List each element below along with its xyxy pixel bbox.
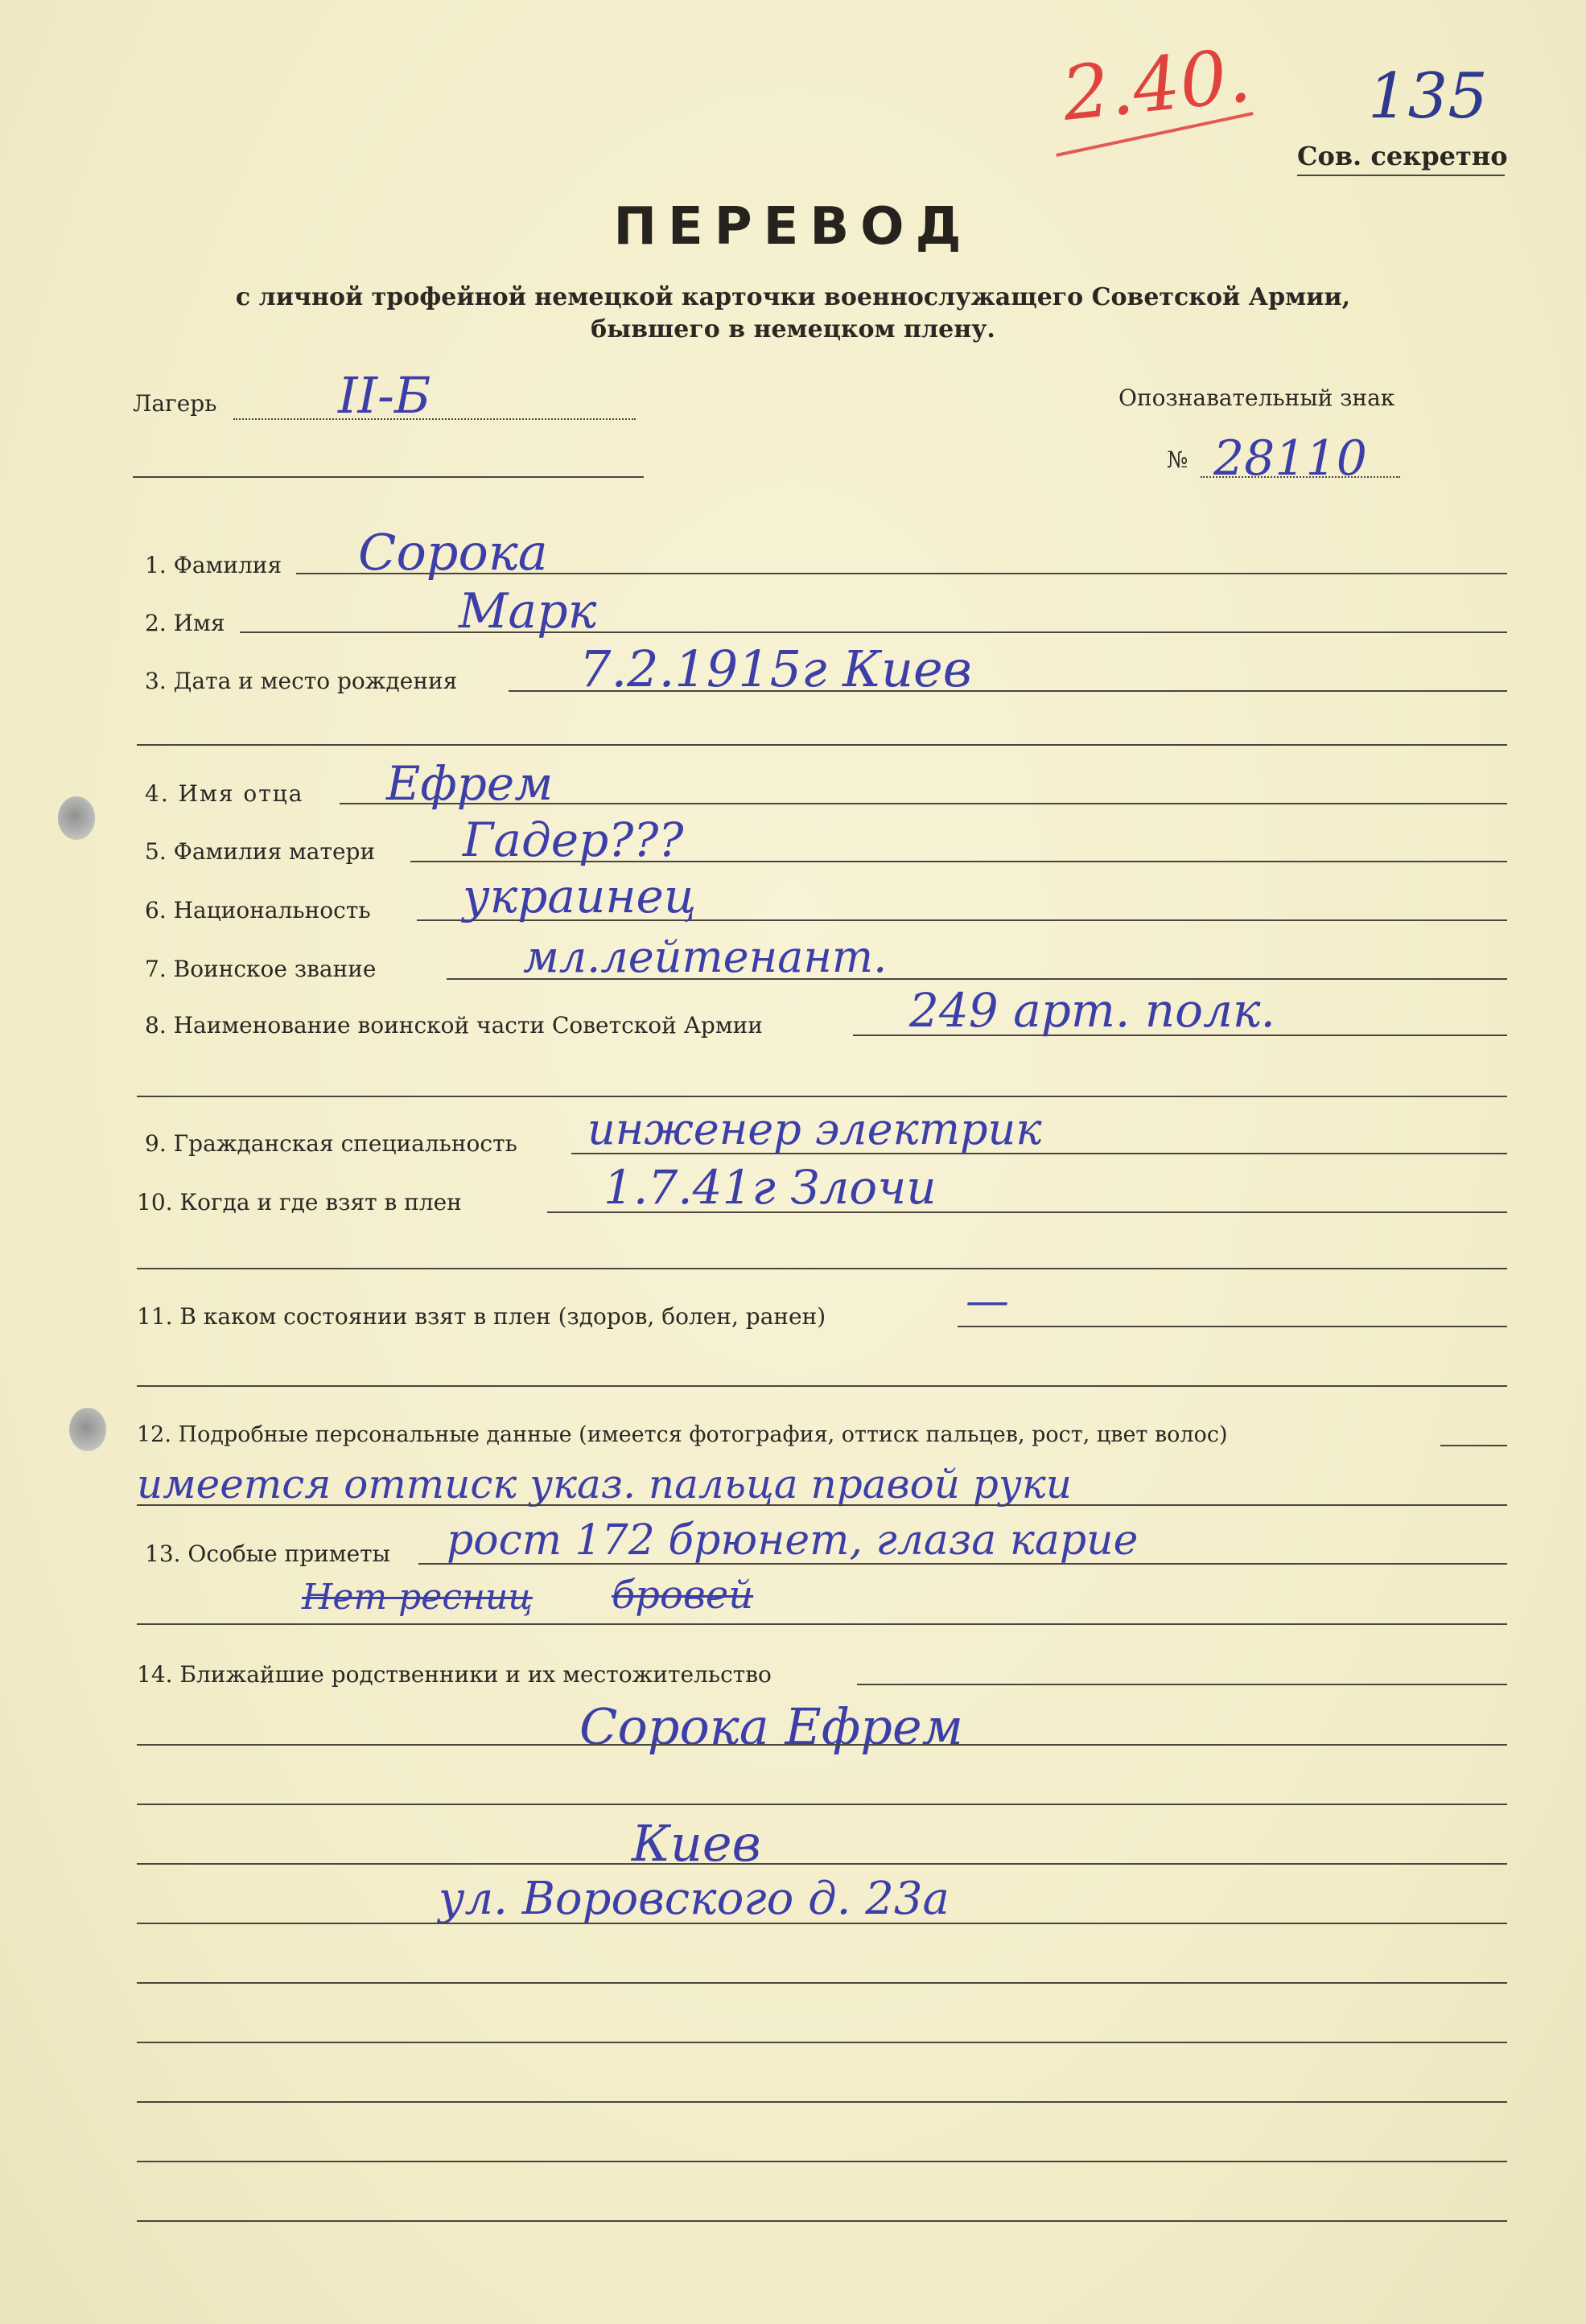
camp-label: Лагерь [133, 390, 217, 417]
camp-value: II-Б [338, 366, 431, 425]
field-13-label: 13. Особые приметы [145, 1540, 390, 1567]
field-6-value: украинец [463, 869, 697, 923]
field-10-value: 1.7.41г Злочи [604, 1160, 937, 1215]
field-6-label: 6. Национальность [145, 897, 371, 923]
field-3-label: 3. Дата и место рождения [145, 668, 458, 694]
corner-number: 135 [1368, 60, 1488, 133]
field-14-line-2: Киев [632, 1814, 761, 1873]
field-5-value: Гадер??? [463, 812, 684, 867]
field-13-value-2: бровей [612, 1573, 754, 1618]
punch-hole-bottom [69, 1408, 106, 1451]
field-13-value: рост 172 брюнет, глаза карие [447, 1516, 1139, 1565]
field-2-label: 2. Имя [145, 610, 225, 636]
field-7-label: 7. Воинское звание [145, 956, 377, 982]
id-tag-value: 28110 [1213, 430, 1367, 487]
classification-stamp: Сов. секретно [1297, 141, 1508, 171]
field-1-label: 1. Фамилия [145, 552, 282, 578]
field-7-value: мл.лейтенант. [523, 932, 888, 982]
field-8-value: 249 арт. полк. [909, 983, 1275, 1038]
field-9-value: инженер электрик [587, 1104, 1042, 1154]
id-tag-no: № [1167, 446, 1188, 473]
field-3-value: 7.2.1915г Киев [579, 640, 972, 698]
field-14-line-1: Сорока Ефрем [579, 1697, 964, 1756]
field-2-value: Марк [459, 583, 597, 640]
field-11-label: 11. В каком состоянии взят в плен (здоров, болен, ранен) [137, 1303, 826, 1330]
field-14-label: 14. Ближайшие родственники и их местожительство [137, 1661, 772, 1688]
field-10-label: 10. Когда и где взят в плен [137, 1189, 462, 1215]
field-12-label: 12. Подробные персональные данные (имеется фотография, оттиск пальцев, рост, цвет волос) [137, 1422, 1228, 1447]
field-8-label: 8. Наименование воинской части Советской Армии [145, 1012, 763, 1039]
field-4-value: Ефрем [386, 756, 554, 811]
subtitle-line-1: с личной трофейной немецкой карточки военнослужащего Советской Армии, [235, 283, 1351, 311]
subtitle-line-2: бывшего в немецком плену. [591, 315, 995, 343]
field-13-struck-text: Нет ресниц [302, 1577, 533, 1618]
punch-hole-top [58, 796, 95, 840]
field-11-value: — [966, 1275, 1009, 1326]
field-9-label: 9. Гражданская специальность [145, 1130, 517, 1157]
id-tag-label: Опознавательный знак [1118, 385, 1395, 411]
field-4-label: 4. Имя отца [145, 780, 304, 807]
field-12-value: имеется оттиск указ. пальца правой руки [137, 1461, 1072, 1508]
corner-number-red: 2.40. [1058, 32, 1255, 138]
page-title: ПЕРЕВОД [613, 197, 973, 257]
field-1-value: Сорока [358, 523, 548, 582]
field-14-line-3: ул. Воровского д. 23а [439, 1873, 950, 1925]
field-5-label: 5. Фамилия матери [145, 838, 376, 865]
